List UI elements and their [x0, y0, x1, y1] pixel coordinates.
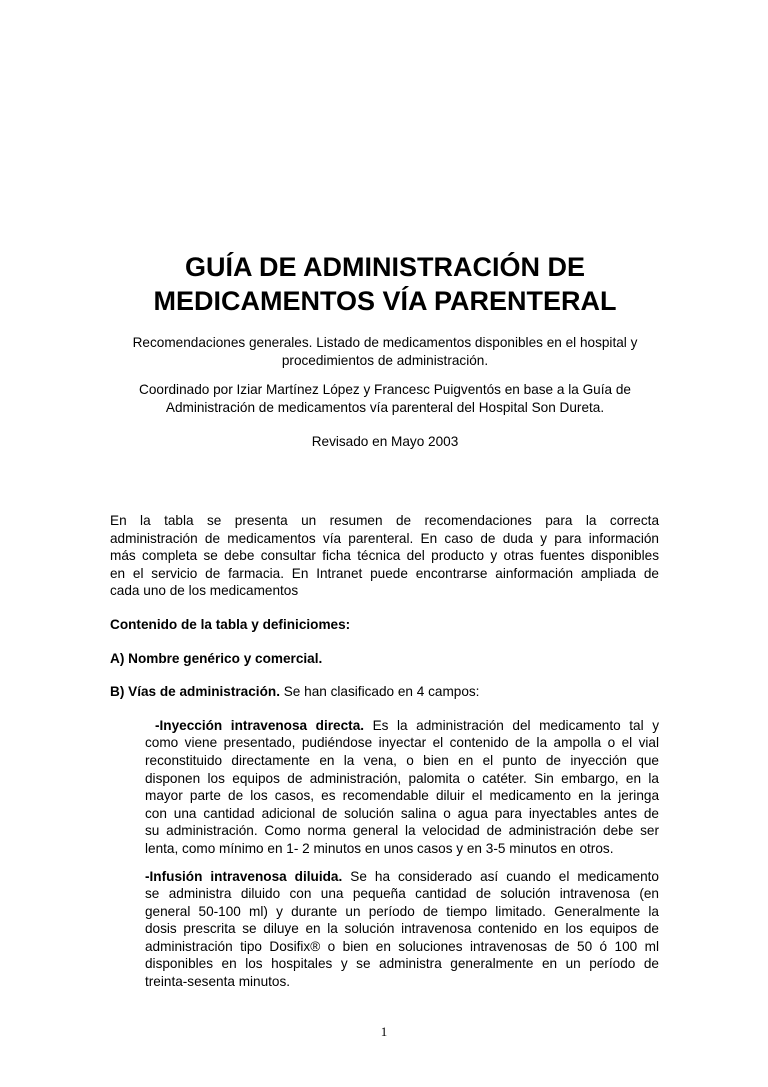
item-b	[110, 683, 659, 701]
iv-direct-line: lenta, como mínimo en 1- 2 minutos en unos casos y en 3-5 minutos en otros.	[145, 840, 614, 856]
iv-direct-line: mayor parte de los casos, es recomendable diluir el medicamento en la jeringa	[145, 788, 659, 804]
iv-diluted-first-line-rest: Se ha considerado así cuando el medicamento	[342, 868, 659, 884]
intro-line: más completa se debe consultar ficha técnica del producto y otras fuentes disponibles	[110, 548, 659, 564]
subtitle-line-2: procedimientos de administración.	[281, 353, 489, 368]
intro-line: administración de medicamentos vía parenteral. En caso de duda y para información	[110, 530, 659, 546]
iv-direct-line: como viene presentado, pudiéndose inyectar el contenido de la ampolla o el vial	[145, 735, 659, 751]
item-b-label: B) Vías de administración.	[110, 684, 280, 700]
coordination-line-1: Coordinado por Iziar Martínez López y Francesc Puigventós en base a la Guía de	[139, 382, 631, 397]
iv-direct-paragraph	[145, 717, 659, 858]
iv-direct-line: disponen los equipos de administración, palomita o catéter. Sin embargo, en la	[145, 770, 659, 786]
subtitle-line-1: Recomendaciones generales. Listado de medicamentos disponibles en el hospital y	[132, 335, 638, 350]
iv-direct-label: -Inyección intravenosa directa.	[155, 717, 365, 733]
coordination-credit	[110, 381, 660, 417]
revision-date: Revisado en Mayo 2003	[311, 434, 459, 449]
document-title	[110, 250, 660, 318]
contents-heading: Contenido de la tabla y definiciomes:	[110, 616, 351, 632]
intro-line: En la tabla se presenta un resumen de recomendaciones para la correcta	[110, 513, 659, 528]
document-subtitle	[110, 334, 660, 370]
page-number: 1	[380, 1024, 388, 1039]
iv-direct-line: reconstituido directamente en la vena, o bien en el punto de inyección que	[145, 752, 659, 768]
iv-direct-first-line-rest: Es la administración del medicamento tal y	[364, 717, 659, 733]
iv-diluted-label: -Infusión intravenosa diluida.	[145, 868, 343, 884]
intro-paragraph	[110, 512, 659, 600]
iv-diluted-first-line	[145, 868, 659, 886]
iv-direct-first-line	[145, 717, 659, 735]
iv-direct-line: su administración. Como norma general la velocidad de administración debe ser	[145, 823, 659, 839]
title-line-1: GUÍA DE ADMINISTRACIÓN DE	[184, 252, 585, 282]
item-a: A) Nombre genérico y comercial.	[110, 650, 323, 666]
iv-direct-line: con una cantidad adicional de solución salina o agua para inyectables antes de	[145, 805, 659, 821]
document-body	[110, 512, 659, 991]
iv-diluted-line: general 50-100 ml) y durante un período de tiempo limitado. Generalmente la	[145, 903, 659, 919]
iv-diluted-line: disponibles en los hospitales y se administra generalmente en un período de	[145, 956, 659, 972]
iv-diluted-line: se administra diluido con una pequeña cantidad de solución intravenosa (en	[145, 886, 659, 902]
iv-diluted-paragraph	[145, 868, 659, 991]
iv-diluted-line: treinta-sesenta minutos.	[145, 974, 291, 990]
title-line-2: MEDICAMENTOS VÍA PARENTERAL	[153, 286, 617, 316]
intro-line: cada uno de los medicamentos	[110, 583, 299, 599]
coordination-line-2: Administración de medicamentos vía parenteral del Hospital Son Dureta.	[165, 400, 605, 415]
item-b-text: Se han clasificado en 4 campos:	[279, 684, 480, 700]
intro-line: en el servicio de farmacia. En Intranet puede encontrarse ainformación ampliada de	[110, 565, 659, 581]
iv-diluted-line: dosis prescrita se diluye en la solución intravenosa contenido en los equipos de	[145, 921, 659, 937]
iv-diluted-line: administración tipo Dosifix® o bien en soluciones intravenosas de 50 ó 100 ml	[145, 938, 659, 954]
